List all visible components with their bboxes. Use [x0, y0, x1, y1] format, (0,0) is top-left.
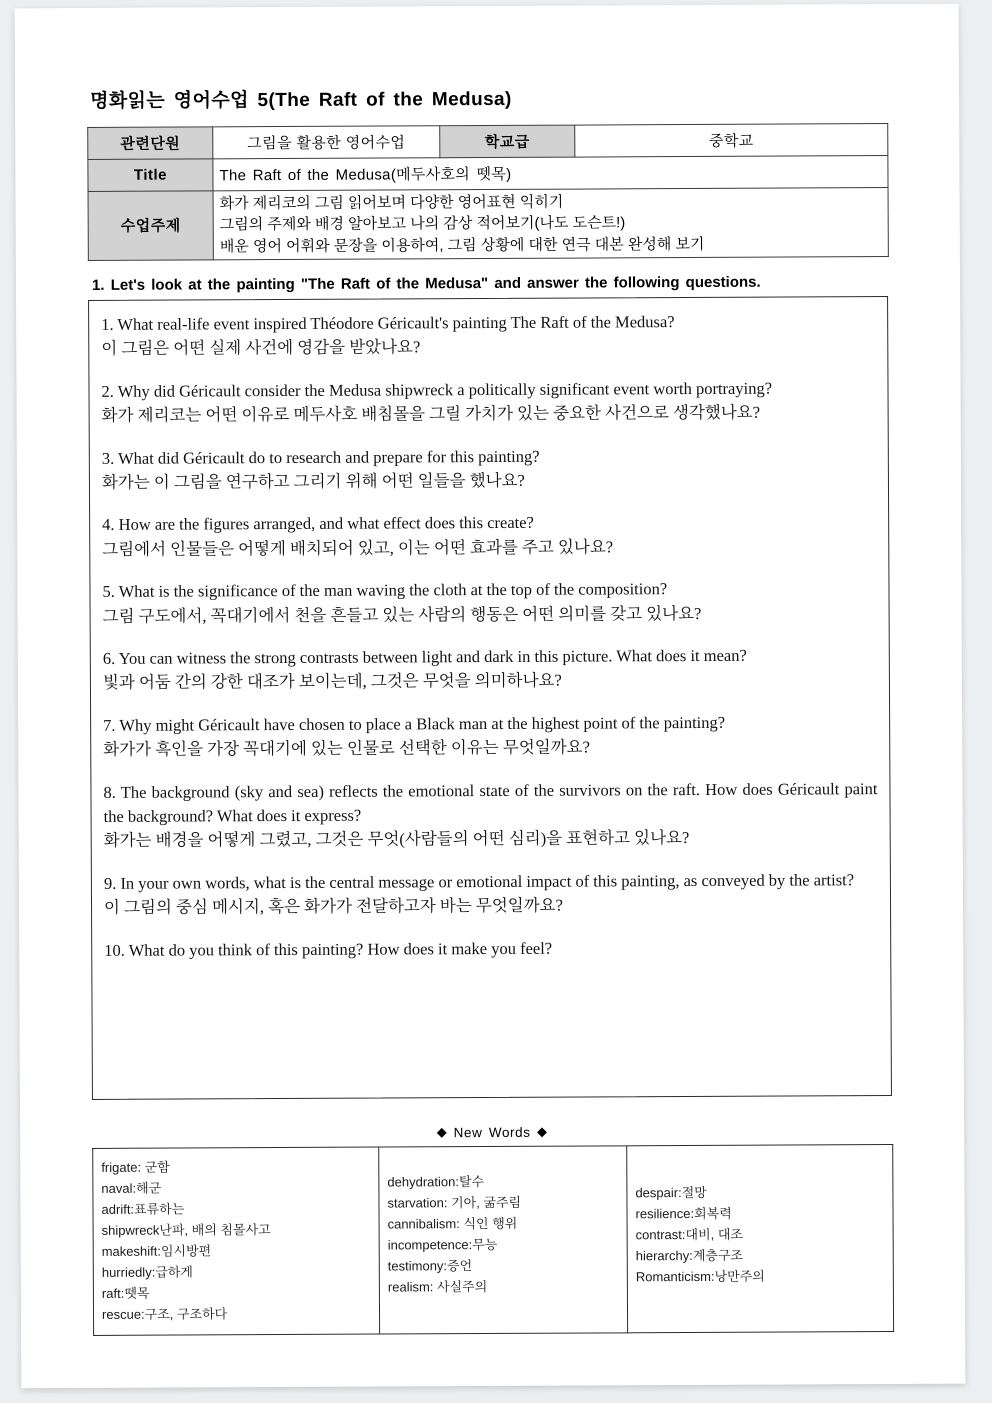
vocab-column-1 — [93, 1147, 380, 1336]
vocab-entry: resilience:회복력 — [635, 1205, 732, 1222]
vocab-entry: dehydration:탈수 — [387, 1173, 485, 1190]
vocab-entry: testimony:증언 — [387, 1258, 473, 1274]
question-item — [103, 710, 877, 763]
topic-line: 화가 제리코의 그림 읽어보며 다양한 영어표현 익히기 — [219, 193, 564, 213]
question-text-ko: 이 그림은 어떤 실제 사건에 영감을 받았나요? — [101, 337, 421, 359]
question-item — [101, 376, 875, 429]
title-label-cell: Title — [88, 159, 213, 192]
question-item — [104, 935, 878, 963]
question-item — [104, 868, 878, 921]
vocab-list — [387, 1154, 619, 1297]
table-row — [88, 124, 888, 160]
vocab-entry: makeshift:임시방편 — [101, 1243, 212, 1259]
topic-label-cell: 수업주제 — [88, 191, 213, 261]
diamond-icon: ◆ — [436, 1124, 448, 1140]
new-words-table — [92, 1144, 894, 1336]
vocab-entry: contrast:대비, 대조 — [635, 1226, 743, 1243]
topic-line: 그림의 주제와 배경 알아보고 나의 감상 적어보기(나도 도슨트!) — [219, 214, 626, 234]
question-item — [102, 443, 876, 496]
question-text-en: 3. What did Géricault do to research and prepare for this painting? — [101, 446, 540, 468]
vocab-entry: rescue:구조, 구조하다 — [101, 1306, 228, 1323]
page-title: 명화읽는 영어수업 5(The Raft of the Medusa) — [90, 88, 512, 112]
vocab-entry: incompetence:무능 — [387, 1237, 498, 1253]
vocab-entry: starvation: 기아, 굶주림 — [387, 1194, 522, 1211]
vocab-entry: naval:해군 — [101, 1180, 162, 1196]
table-row — [93, 1144, 894, 1335]
new-words-header — [92, 1122, 892, 1142]
table-row — [88, 188, 888, 261]
vocab-entry: adrift:표류하는 — [101, 1201, 185, 1217]
question-text-ko: 화가는 배경을 어떻게 그렸고, 그것은 무엇(사람들의 어떤 심리)을 표현하고 있나요? — [103, 828, 690, 851]
question-text-en: 8. The background (sky and sea) reflects the emotional state of the survivors on the raft. How does Géricault paint the background? What does it express? — [103, 778, 878, 826]
vocab-entry: hierarchy:계층구조 — [635, 1247, 744, 1264]
vocab-list — [101, 1155, 371, 1325]
diamond-icon: ◆ — [536, 1123, 548, 1139]
question-text-ko: 이 그림의 중심 메시지, 혹은 화가가 전달하고자 바는 무엇일까요? — [103, 895, 563, 918]
section-heading: 1. Let's look at the painting "The Raft of the Medusa" and answer the following questions. — [91, 273, 761, 294]
school-level-label-cell: 학교급 — [440, 125, 575, 158]
question-text-en: 9. In your own words, what is the central message or emotional impact of this painting, as conveyed by the artist? — [103, 870, 855, 893]
vocab-entry: shipwreck난파, 배의 침몰사고 — [101, 1222, 271, 1238]
unit-label-cell: 관련단원 — [88, 127, 213, 160]
question-item — [102, 509, 876, 562]
question-item — [102, 576, 876, 629]
question-text-ko: 화가 제리코는 어떤 이유로 메두사호 배침몰을 그릴 가치가 있는 중요한 사건으로 생각했나요? — [101, 402, 761, 426]
vocab-entry: hurriedly:급하게 — [101, 1264, 193, 1281]
question-text-en: 4. How are the figures arranged, and what effect does this create? — [102, 513, 534, 535]
question-item — [101, 309, 875, 362]
new-words-label: New Words — [453, 1124, 531, 1141]
page-sheet — [15, 4, 966, 1389]
vocab-entry: cannibalism: 식인 행위 — [387, 1215, 518, 1232]
question-text-en: 2. Why did Géricault consider the Medusa shipwreck a politically significant event worth portraying? — [101, 378, 773, 401]
question-text-ko: 그림 구도에서, 꼭대기에서 천을 흔들고 있는 사람의 행동은 어떤 의미를 갖고 있나요? — [102, 603, 702, 626]
question-item — [103, 643, 877, 696]
vocab-column-3 — [627, 1144, 894, 1333]
vocab-entry: Romanticism:낭만주의 — [635, 1268, 765, 1285]
vocab-entry: realism: 사실주의 — [387, 1279, 488, 1295]
question-text-en: 6. You can witness the strong contrasts between light and dark in this picture. What does it mean? — [102, 645, 747, 668]
vocab-entry: raft:뗏목 — [101, 1285, 150, 1302]
unit-value-cell: 그림을 활용한 영어수업 — [213, 126, 440, 159]
question-text-ko: 그림에서 인물들은 어떻게 배치되어 있고, 이는 어떤 효과를 주고 있나요? — [102, 537, 614, 559]
question-text-ko: 빛과 어둠 간의 강한 대조가 보이는데, 그것은 무엇을 의미하나요? — [102, 671, 562, 693]
question-text-en: 10. What do you think of this painting? How does it make you feel? — [104, 938, 553, 960]
topic-line: 배운 영어 어휘와 문장을 이용하여, 그림 상황에 대한 연극 대본 완성해 보기 — [219, 235, 705, 255]
topic-value-cell — [213, 188, 888, 260]
question-text-ko: 화가가 흑인을 가장 꼭대기에 있는 인물로 선택한 이유는 무엇일까요? — [103, 737, 590, 760]
vocab-entry: frigate: 군함 — [101, 1159, 170, 1175]
question-text-ko: 화가는 이 그림을 연구하고 그리기 위해 어떤 일들을 했나요? — [101, 470, 525, 492]
question-item — [103, 777, 877, 854]
vocab-column-2 — [379, 1146, 628, 1335]
lesson-info-table — [87, 123, 889, 261]
question-text-en: 7. Why might Géricault have chosen to place a Black man at the highest point of the painting? — [103, 712, 726, 735]
questions-box — [88, 296, 892, 1100]
question-text-en: 5. What is the significance of the man waving the cloth at the top of the composition? — [102, 579, 668, 602]
title-value-cell: The Raft of the Medusa(메두사호의 뗏목) — [213, 156, 888, 191]
question-text-en: 1. What real-life event inspired Théodore Géricault's painting The Raft of the Medusa? — [101, 311, 675, 334]
vocab-entry: despair:절망 — [635, 1184, 707, 1201]
table-row — [88, 156, 888, 192]
vocab-list — [635, 1153, 885, 1287]
school-level-value-cell: 중학교 — [575, 124, 888, 158]
document-content — [87, 82, 893, 1336]
